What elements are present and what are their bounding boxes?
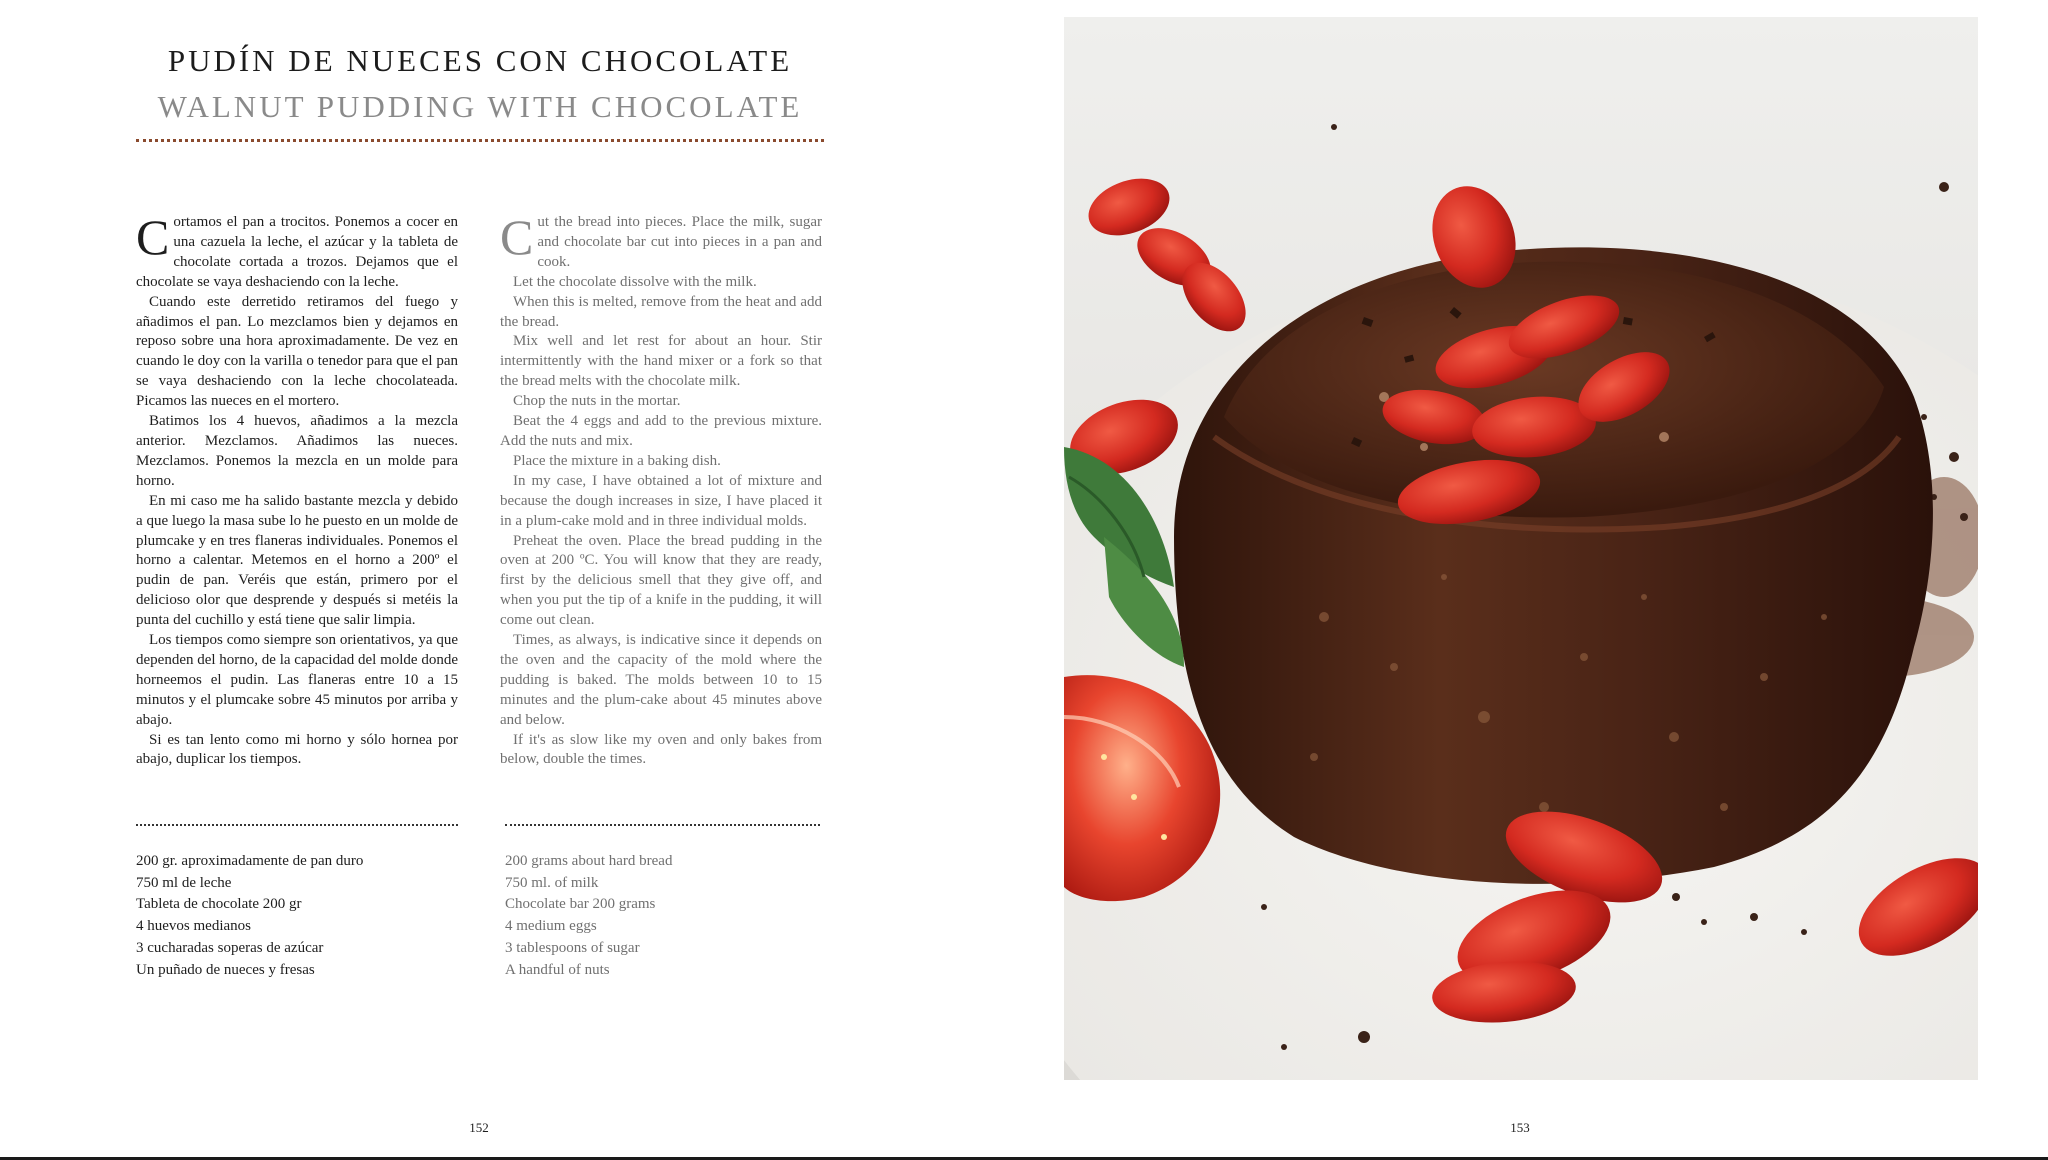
ingredient-item: A handful of nuts [505, 961, 610, 978]
ingredient-item: 750 ml. of milk [505, 874, 599, 891]
ingredient-item: 3 cucharadas soperas de azúcar [136, 939, 324, 956]
dropcap: C [500, 209, 534, 265]
ingredient-item: 200 grams about hard bread [505, 853, 673, 869]
ingredients-list-spanish [136, 851, 363, 981]
ingredient-item: 3 tablespoons of sugar [505, 939, 640, 956]
instructions-spanish [136, 209, 458, 770]
paragraph: Preheat the oven. Place the bread pudding in the oven at 200 ºC. You will know that they are ready, first by the delicious smell that they give off, and when you put the tip of a knife in the pudding, it will come out clean. [500, 532, 822, 629]
paragraph: If it's as slow like my oven and only bakes from below, double the times. [500, 731, 822, 768]
paragraph: Times, as always, is indicative since it depends on the oven and the capacity of the mold where the pudding is baked. The molds between 10 to 15 minutes and the plum-cake about 45 minutes above and below. [500, 632, 822, 728]
page-number-left: 152 [469, 1120, 489, 1135]
paragraph: Batimos los 4 huevos, añadimos a la mezcla anterior. Mezclamos. Añadimos las nueces. Mezclamos. Ponemos la mezcla en un molde para horno. [136, 413, 458, 489]
pudding-photo-illustration [1064, 17, 1978, 1080]
recipe-title-spanish: PUDÍN DE NUECES CON CHOCOLATE [167, 43, 793, 78]
ingredients-rule-english [505, 824, 820, 826]
ingredient-item: Chocolate bar 200 grams [505, 896, 656, 913]
paragraph: In my case, I have obtained a lot of mixture and because the dough increases in size, I have placed it in a plum-cake mold and in three individual molds. [500, 472, 822, 529]
ingredient-item: Un puñado de nueces y fresas [136, 961, 315, 978]
ingredient-item: Tableta de chocolate 200 gr [136, 896, 302, 913]
paragraph: Place the mixture in a baking dish. [513, 452, 721, 469]
paragraph: Cortamos el pan a trocitos. Ponemos a cocer en una cazuela la leche, el azúcar y la tableta de chocolate cortada a trozos. Dejamos que el chocolate se vaya deshaciendo con la leche. [136, 209, 458, 290]
paragraph: Let the chocolate dissolve with the milk. [513, 273, 757, 290]
ingredient-item: 200 gr. aproximadamente de pan duro [136, 853, 364, 869]
paragraph: Chop the nuts in the mortar. [513, 393, 681, 410]
dropcap: C [136, 209, 170, 265]
paragraph: Cut the bread into pieces. Place the milk, sugar and chocolate bar cut into pieces in a pan and cook. [500, 209, 822, 270]
ingredients-rule-spanish [136, 824, 458, 826]
title-dotted-rule [136, 139, 824, 142]
paragraph: En mi caso me ha salido bastante mezcla y debido a que luego la masa sube lo he puesto en un molde de plumcake y en tres flaneras individuales. Ponemos el horno a calentar. Metemos en el horno a 200º el pudin de pan. Veréis que están, primero por el delicioso olor que desprende y después si metéis la punta del cuchillo y está tiene que salir limpia. [136, 492, 458, 629]
ingredient-item: 4 huevos medianos [136, 918, 251, 935]
ingredient-item: 4 medium eggs [505, 918, 597, 935]
page-number-right: 153 [1510, 1120, 1530, 1135]
pudding-photo [1064, 17, 1978, 1080]
recipe-title-english: WALNUT PUDDING WITH CHOCOLATE [157, 89, 803, 124]
paragraph: When this is melted, remove from the heat and add the bread. [500, 293, 822, 330]
paragraph: Si es tan lento como mi horno y sólo hornea por abajo, duplicar los tiempos. [136, 731, 458, 768]
paragraph: Los tiempos como siempre son orientativos, ya que dependen del horno, de la capacidad del molde donde horneemos el pudin. Las flaneras entre 10 a 15 minutos y el plumcake sobre 45 minutos por arriba y abajo. [136, 632, 458, 728]
instructions-english [500, 209, 822, 770]
paragraph: Mix well and let rest for about an hour. Stir intermittently with the hand mixer or a fork so that the bread melts with the chocolate milk. [500, 333, 822, 390]
paragraph: Beat the 4 eggs and add to the previous mixture. Add the nuts and mix. [500, 413, 822, 449]
ingredient-item: 750 ml de leche [136, 874, 232, 891]
paragraph: Cuando este derretido retiramos del fuego y añadimos el pan. Lo mezclamos bien y dejamos en reposo sobre una hora aproximadamente. De vez en cuando le doy con la varilla o tenedor para que el pan se vaya deshaciendo con la leche chocolateada. Picamos las nueces en el mortero. [136, 293, 458, 410]
ingredients-list-english [505, 851, 672, 981]
